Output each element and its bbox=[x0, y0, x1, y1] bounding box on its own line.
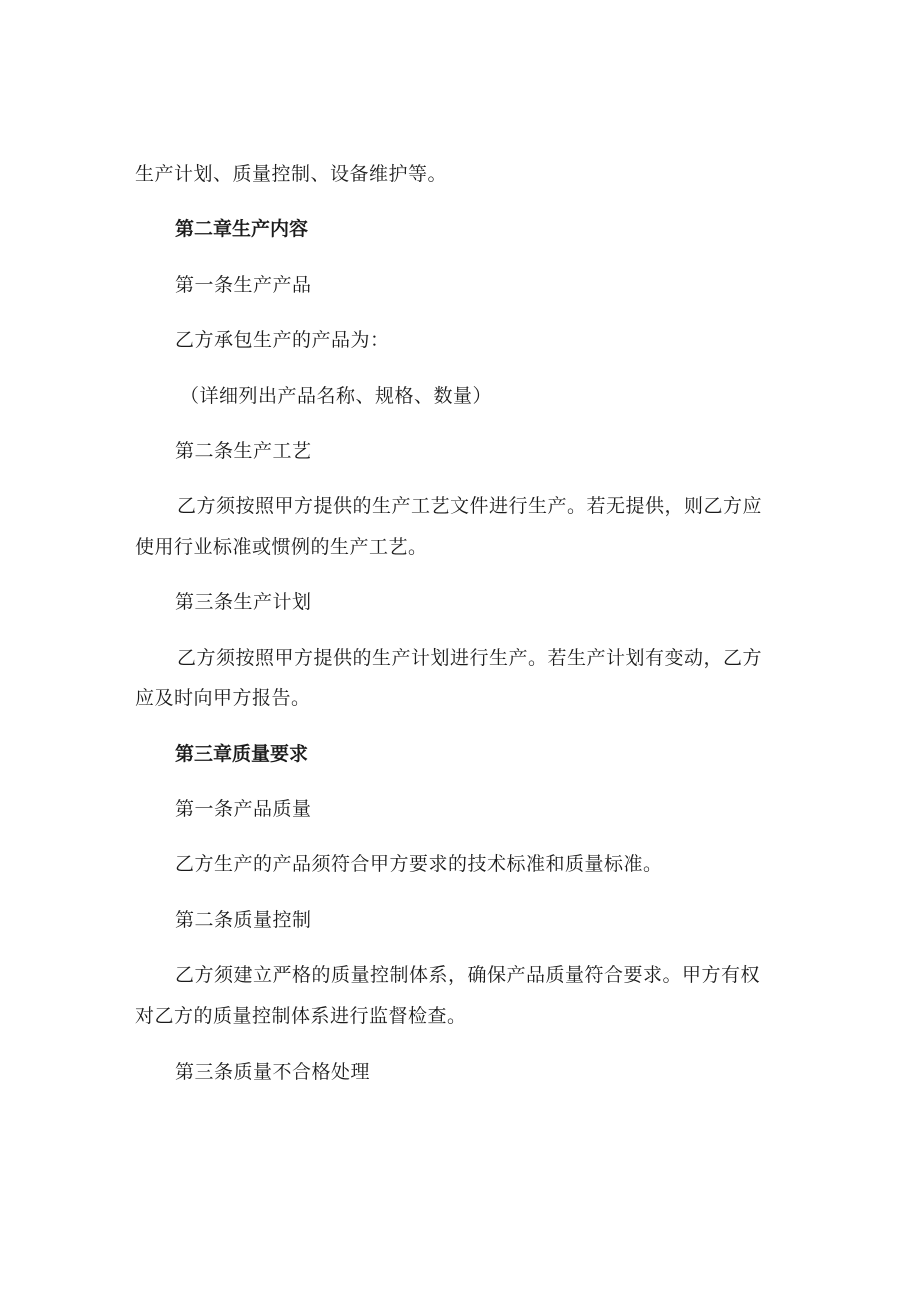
chapter-2-article-1-title: 第一条生产产品 bbox=[175, 274, 312, 296]
paragraph-continuation: 生产计划、质量控制、设备维护等。 bbox=[135, 163, 448, 185]
chapter-2-article-2-line-2: 使用行业标准或惯例的生产工艺。 bbox=[135, 536, 428, 558]
chapter-2-heading: 第二章生产内容 bbox=[175, 218, 309, 240]
chapter-2-article-3-line-2: 应及时向甲方报告。 bbox=[135, 687, 311, 709]
chapter-3-heading: 第三章质量要求 bbox=[175, 743, 309, 765]
chapter-3-article-1-title: 第一条产品质量 bbox=[175, 798, 312, 820]
chapter-2-article-3-title: 第三条生产计划 bbox=[175, 591, 312, 613]
chapter-2-article-2-line-1: 乙方须按照甲方提供的生产工艺文件进行生产。若无提供，则乙方应 bbox=[177, 495, 763, 517]
chapter-3-article-2-line-1: 乙方须建立严格的质量控制体系，确保产品质量符合要求。甲方有权 bbox=[175, 964, 761, 986]
chapter-2-article-1-text: 乙方承包生产的产品为： bbox=[175, 329, 390, 351]
chapter-3-article-2-line-2: 对乙方的质量控制体系进行监督检查。 bbox=[135, 1005, 467, 1027]
chapter-3-article-2-title: 第二条质量控制 bbox=[175, 909, 312, 931]
chapter-3-article-1-text: 乙方生产的产品须符合甲方要求的技术标准和质量标准。 bbox=[175, 853, 663, 875]
chapter-2-article-3-line-1: 乙方须按照甲方提供的生产计划进行生产。若生产计划有变动，乙方 bbox=[177, 647, 763, 669]
chapter-2-article-1-placeholder: （详细列出产品名称、规格、数量） bbox=[180, 385, 493, 407]
chapter-3-article-3-title: 第三条质量不合格处理 bbox=[175, 1061, 371, 1083]
chapter-2-article-2-title: 第二条生产工艺 bbox=[175, 440, 312, 462]
